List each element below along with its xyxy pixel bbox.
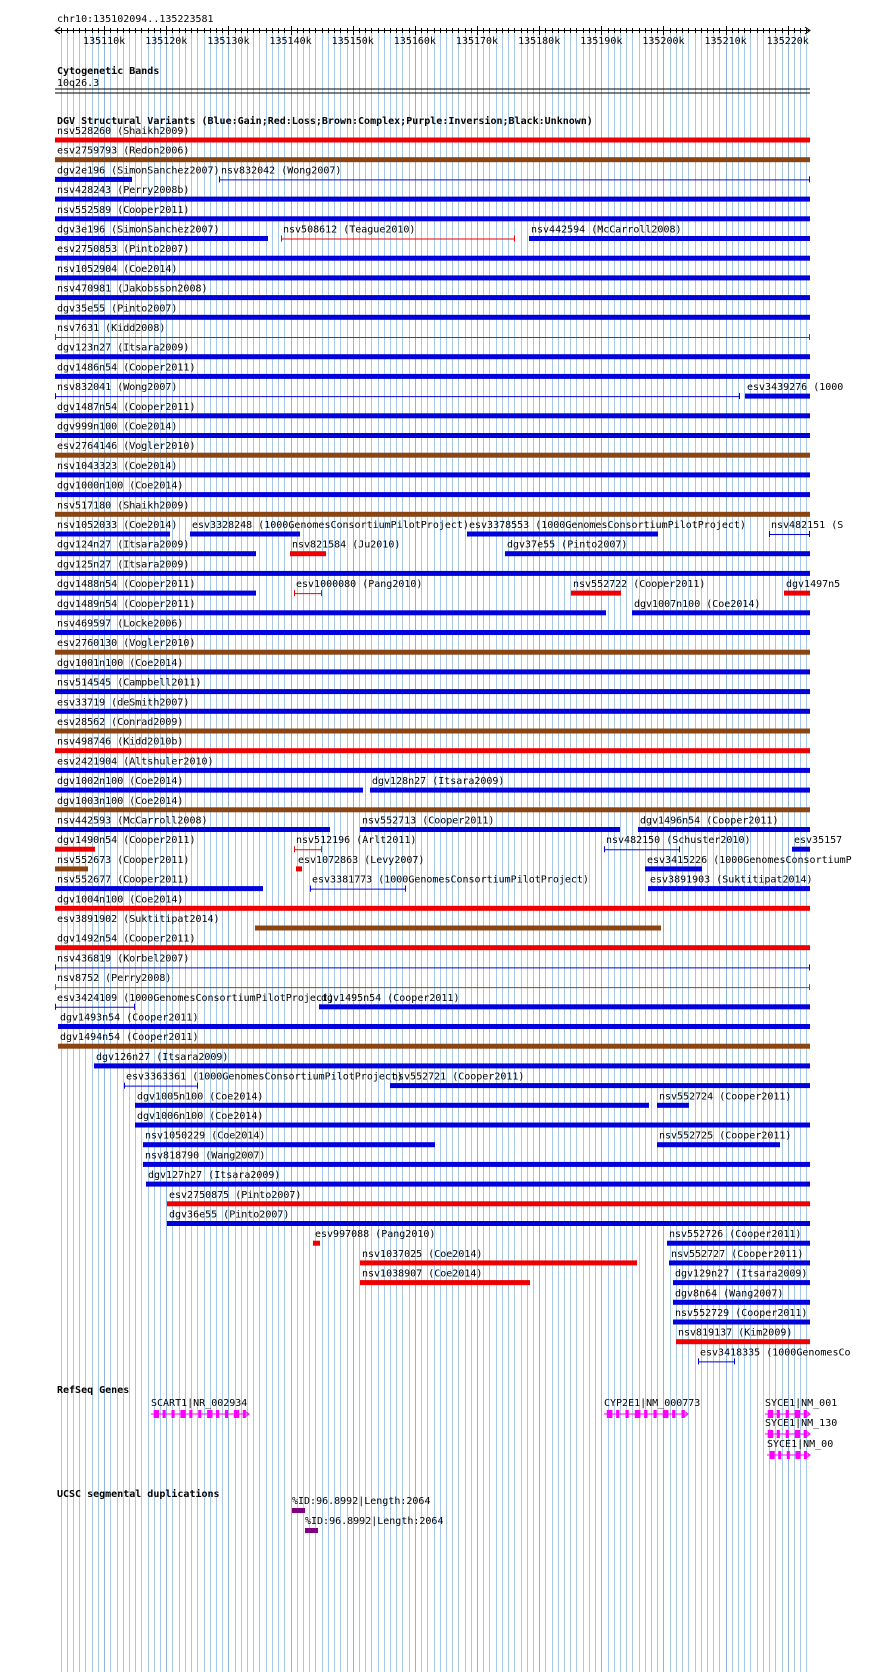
dgv-variant-label: esv3378553 (1000GenomesConsortiumPilotProject) <box>469 520 746 531</box>
dgv-variant-bar <box>55 748 810 753</box>
refseq-gene-exon <box>786 1410 789 1418</box>
dgv-variant-bar <box>55 472 810 477</box>
ruler-tick-label: 135200k <box>642 36 685 47</box>
dgv-variant-bar <box>632 610 810 615</box>
dgv-variant-bar <box>390 1083 810 1088</box>
dgv-variant-label: dgv1002n100 (Coe2014) <box>57 776 184 788</box>
dgv-variant-label: nsv1050229 (Coe2014) <box>145 1130 266 1142</box>
dgv-variant-label: nsv482150 (Schuster2010) <box>606 835 751 847</box>
dgv-variant-label: nsv436819 (Korbel2007) <box>57 953 190 965</box>
dgv-variant-label: dgv37e55 (Pinto2007) <box>507 539 628 551</box>
dgv-variant-label: dgv999n100 (Coe2014) <box>57 421 178 433</box>
dgv-variant-bar <box>792 847 810 852</box>
dgv-variant-label: dgv36e55 (Pinto2007) <box>169 1209 290 1221</box>
segdup-track <box>57 1488 443 1533</box>
dgv-variant-bar <box>55 847 95 852</box>
refseq-gene-exon <box>777 1410 780 1418</box>
dgv-variant-bar <box>784 591 810 596</box>
ruler-ticks <box>62 26 809 47</box>
dgv-variant-label: dgv1486n54 (Cooper2011) <box>57 362 196 374</box>
dgv-variant-label: esv3328248 (1000GenomesConsortiumPilotProject) <box>192 520 469 531</box>
dgv-variant-label: nsv428243 (Perry2008b) <box>57 185 190 197</box>
ruler-tick-label: 135110k <box>83 36 126 47</box>
dgv-variant-label: nsv552721 (Cooper2011) <box>392 1071 525 1083</box>
dgv-variant-label: esv2760130 (Vogler2010) <box>57 638 196 650</box>
dgv-variant-label: dgv123n27 (Itsara2009) <box>57 342 190 354</box>
refseq-gene-exon <box>672 1410 675 1418</box>
refseq-gene-exon <box>625 1410 628 1418</box>
dgv-variant-bar <box>94 1063 810 1068</box>
dgv-variant-bar <box>319 1004 810 1009</box>
dgv-variant-bar <box>55 768 810 773</box>
refseq-gene-exon <box>225 1410 228 1418</box>
dgv-variant-label: esv2764146 (Vogler2010) <box>57 441 196 453</box>
dgv-variant-bar <box>55 295 810 300</box>
dgv-variant-label: nsv1052033 (Coe2014) <box>57 520 178 531</box>
dgv-variant-bar <box>55 866 88 871</box>
refseq-gene-exon <box>207 1410 212 1418</box>
ruler-tick-label: 135120k <box>145 36 188 47</box>
dgv-variant-label: dgv1493n54 (Cooper2011) <box>60 1012 199 1024</box>
dgv-variant-bar <box>58 1024 810 1029</box>
dgv-variant-bar <box>55 256 810 261</box>
dgv-variant-bar <box>55 315 810 320</box>
dgv-variant-label: esv3424109 (1000GenomesConsortiumPilotProject) <box>57 992 334 1004</box>
refseq-track <box>57 1385 837 1459</box>
refseq-gene-exon <box>171 1410 174 1418</box>
dgv-variant-bar <box>167 1201 810 1206</box>
dgv-variant-bar <box>55 413 810 418</box>
refseq-gene-exon <box>653 1410 656 1418</box>
ruler-track <box>55 14 810 47</box>
cytoband-track-title: Cytogenetic Bands <box>57 66 160 77</box>
dgv-variant-label: dgv35e55 (Pinto2007) <box>57 303 178 315</box>
dgv-variant-label: nsv1043323 (Coe2014) <box>57 460 178 472</box>
dgv-variant-label: nsv552722 (Cooper2011) <box>573 579 706 591</box>
dgv-variant-label: dgv1496n54 (Cooper2011) <box>640 815 779 827</box>
dgv-variant-label: nsv819137 (Kim2009) <box>678 1327 793 1339</box>
refseq-gene-exon <box>787 1451 790 1459</box>
dgv-variant-label: esv2750875 (Pinto2007) <box>169 1189 302 1201</box>
dgv-variant-bar <box>296 866 302 871</box>
dgv-variant-bar <box>55 807 810 812</box>
dgv-variant-label: nsv7631 (Kidd2008) <box>57 323 166 334</box>
dgv-variant-label: dgv124n27 (Itsara2009) <box>57 539 190 551</box>
dgv-variant-label: nsv832041 (Wong2007) <box>57 382 178 394</box>
dgv-variant-label: esv28562 (Conrad2009) <box>57 717 184 728</box>
dgv-variant-bar <box>55 729 810 734</box>
dgv-variant-label: nsv1037025 (Coe2014) <box>362 1248 483 1260</box>
dgv-variant-label: nsv818790 (Wang2007) <box>145 1150 266 1162</box>
refseq-gene-exon <box>770 1451 775 1459</box>
dgv-variant-label: esv3363361 (1000GenomesConsortiumPilotProject) <box>126 1071 403 1083</box>
dgv-variant-bar <box>55 709 810 714</box>
dgv-variant-label: nsv498746 (Kidd2010b) <box>57 736 184 748</box>
dgv-variant-bar <box>657 1142 780 1147</box>
dgv-variant-label: nsv552677 (Cooper2011) <box>57 874 190 886</box>
dgv-variant-label: nsv552725 (Cooper2011) <box>659 1130 792 1142</box>
dgv-variant-label: nsv442593 (McCarroll2008) <box>57 815 208 827</box>
dgv-track-title: DGV Structural Variants (Blue:Gain;Red:Loss;Brown:Complex;Purple:Inversion;Black:Unknown) <box>57 116 593 127</box>
refseq-gene-label: SYCE1|NM_001 <box>765 1398 838 1409</box>
dgv-variant-bar <box>313 1241 320 1246</box>
dgv-variant-bar <box>55 610 606 615</box>
dgv-variant-bar <box>143 1162 810 1167</box>
dgv-variant-label: esv3891903 (Suktitipat2014) <box>650 874 813 886</box>
dgv-variant-label: dgv127n27 (Itsara2009) <box>148 1170 281 1182</box>
dgv-variant-label: esv3891902 (Suktitipat2014) <box>57 914 220 925</box>
dgv-variant-bar <box>55 551 256 556</box>
refseq-gene-label: SCART1|NR_002934 <box>151 1398 248 1409</box>
dgv-variant-bar <box>638 827 810 832</box>
dgv-variant-label: esv3418335 (1000GenomesCo <box>700 1347 851 1359</box>
dgv-variant-bar <box>673 1320 810 1325</box>
dgv-variant-bar <box>55 886 263 891</box>
dgv-variant-bar <box>190 532 300 537</box>
dgv-variant-bar <box>55 138 810 143</box>
dgv-variant-bar <box>657 1103 689 1108</box>
dgv-variant-bar <box>55 374 810 379</box>
segdup-bar <box>305 1528 318 1533</box>
dgv-variant-bar <box>55 630 810 635</box>
dgv-variant-bar <box>55 216 810 221</box>
dgv-variant-label: nsv8752 (Perry2008) <box>57 973 172 985</box>
dgv-variant-label: esv3415226 (1000GenomesConsortiumP <box>647 854 852 866</box>
ruler-tick-label: 135220k <box>766 36 809 47</box>
dgv-variant-label: dgv1490n54 (Cooper2011) <box>57 835 196 847</box>
dgv-variant-bar <box>55 827 330 832</box>
refseq-gene-exon <box>198 1410 201 1418</box>
refseq-gene-exon <box>644 1410 647 1418</box>
dgv-variant-label: dgv1488n54 (Cooper2011) <box>57 579 196 591</box>
dgv-variant-bar <box>529 236 810 241</box>
ruler-tick-label: 135160k <box>393 36 436 47</box>
dgv-variant-bar <box>55 571 810 576</box>
refseq-gene-exon <box>778 1451 781 1459</box>
dgv-variant-label: nsv528260 (Shaikh2009) <box>57 126 190 137</box>
dgv-variant-label: dgv2e196 (SimonSanchez2007) <box>57 165 220 177</box>
dgv-variant-bar <box>143 1142 435 1147</box>
dgv-variant-label: dgv128n27 (Itsara2009) <box>372 776 505 788</box>
dgv-variant-label: esv3381773 (1000GenomesConsortiumPilotProject) <box>312 874 589 886</box>
dgv-variant-label: dgv1497n5 <box>786 579 841 591</box>
dgv-variant-label: nsv552713 (Cooper2011) <box>362 815 495 827</box>
dgv-variant-bar <box>648 886 810 891</box>
dgv-variant-label: esv33719 (deSmith2007) <box>57 697 190 709</box>
dgv-variant-label: dgv1007n100 (Coe2014) <box>634 598 761 610</box>
dgv-variant-bar <box>58 1044 810 1049</box>
dgv-variant-bar <box>667 1241 810 1246</box>
dgv-variant-bar <box>55 591 256 596</box>
dgv-variant-bar <box>55 788 363 793</box>
refseq-gene-exon <box>216 1410 219 1418</box>
dgv-variant-label: nsv1052904 (Coe2014) <box>57 263 178 275</box>
refseq-gene-exon <box>234 1410 239 1418</box>
dgv-variant-label: dgv1006n100 (Coe2014) <box>137 1111 264 1122</box>
ruler-axis[interactable] <box>55 27 810 34</box>
dgv-variant-bar <box>360 1280 530 1285</box>
dgv-variant-label: nsv552724 (Cooper2011) <box>659 1091 792 1103</box>
dgv-variant-label: dgv1495n54 (Cooper2011) <box>321 992 460 1004</box>
cytoband-label: 10q26.3 <box>57 78 100 89</box>
dgv-variant-label: dgv1489n54 (Cooper2011) <box>57 598 196 610</box>
refseq-gene-exon <box>768 1410 773 1418</box>
ruler-tick-label: 135190k <box>580 36 623 47</box>
dgv-variant-label: nsv552726 (Cooper2011) <box>669 1229 802 1241</box>
refseq-gene-label: SYCE1|NM_130 <box>765 1418 838 1429</box>
dgv-variant-bar <box>55 689 810 694</box>
dgv-variant-label: dgv3e196 (SimonSanchez2007) <box>57 224 220 236</box>
segdup-label: %ID:96.8992|Length:2064 <box>305 1516 444 1527</box>
dgv-variant-label: dgv1000n100 (Coe2014) <box>57 480 184 492</box>
dgv-variant-label: esv3439276 (1000 <box>747 382 844 394</box>
dgv-variant-label: nsv512196 (Arlt2011) <box>296 835 417 847</box>
dgv-variant-bar <box>135 1103 649 1108</box>
dgv-variant-bar <box>55 532 170 537</box>
dgv-variant-label: nsv552729 (Cooper2011) <box>675 1308 808 1319</box>
dgv-variant-label: nsv514545 (Campbell2011) <box>57 677 202 689</box>
dgv-variant-label: nsv552589 (Cooper2011) <box>57 204 190 216</box>
dgv-variant-bar <box>55 275 810 280</box>
dgv-variant-bar <box>467 532 658 537</box>
refseq-gene-exon <box>180 1410 185 1418</box>
dgv-variant-label: nsv1038907 (Coe2014) <box>362 1268 483 1280</box>
dgv-variant-label: dgv1003n100 (Coe2014) <box>57 795 184 807</box>
dgv-variant-bar <box>745 394 810 399</box>
dgv-variant-label: nsv832042 (Wong2007) <box>221 165 342 177</box>
refseq-gene-exon <box>635 1410 641 1418</box>
dgv-variant-bar <box>55 354 810 359</box>
refseq-gene-label: SYCE1|NM_00 <box>767 1439 834 1450</box>
segdup-bar <box>292 1508 305 1513</box>
dgv-variant-bar <box>673 1280 810 1285</box>
dgv-variant-bar <box>505 551 810 556</box>
ruler-tick-label: 135130k <box>207 36 250 47</box>
dgv-variant-label: nsv469597 (Locke2006) <box>57 618 184 630</box>
dgv-variant-bar <box>55 512 810 517</box>
dgv-variant-label: dgv1492n54 (Cooper2011) <box>57 933 196 945</box>
dgv-variant-label: nsv821584 (Ju2010) <box>292 539 401 551</box>
dgv-variant-label: nsv552727 (Cooper2011) <box>671 1248 804 1260</box>
dgv-variant-label: esv2421904 (Altshuler2010) <box>57 756 214 768</box>
dgv-variant-bar <box>669 1260 810 1265</box>
dgv-variant-bar <box>55 492 810 497</box>
dgv-variant-label: dgv1004n100 (Coe2014) <box>57 894 184 906</box>
dgv-variant-label: dgv126n27 (Itsara2009) <box>96 1051 229 1063</box>
dgv-variant-label: nsv517180 (Shaikh2009) <box>57 500 190 512</box>
region-label: chr10:135102094..135223581 <box>57 14 214 25</box>
ruler-tick-label: 135150k <box>331 36 374 47</box>
refseq-gene-exon <box>795 1451 800 1459</box>
dgv-variant-label: esv1072863 (Levy2007) <box>298 854 425 866</box>
dgv-variant-bar <box>255 926 661 931</box>
dgv-variant-bar <box>55 157 810 162</box>
dgv-variant-label: nsv552673 (Cooper2011) <box>57 854 190 866</box>
dgv-variant-bar <box>290 551 326 556</box>
segdup-features <box>292 1496 443 1533</box>
ruler-tick-label: 135180k <box>518 36 561 47</box>
dgv-variant-bar <box>55 650 810 655</box>
refseq-gene-exon <box>607 1410 613 1418</box>
dgv-variant-label: nsv442594 (McCarroll2008) <box>531 224 682 236</box>
dgv-variant-bar <box>55 453 810 458</box>
dgv-variant-bar <box>55 433 810 438</box>
ruler-tick-label: 135210k <box>704 36 747 47</box>
dgv-variant-bar <box>571 591 621 596</box>
dgv-variant-bar <box>645 866 702 871</box>
refseq-gene-exon <box>154 1410 159 1418</box>
dgv-variant-label: esv35157 <box>794 835 843 847</box>
dgv-variant-label: dgv129n27 (Itsara2009) <box>675 1268 808 1280</box>
refseq-gene-exon <box>786 1430 789 1438</box>
refseq-gene-exon <box>189 1410 192 1418</box>
dgv-variant-bar <box>676 1339 810 1344</box>
refseq-gene-label: CYP2E1|NM_000773 <box>604 1398 701 1409</box>
dgv-variant-label: dgv1005n100 (Coe2014) <box>137 1091 264 1103</box>
dgv-variant-bar <box>135 1123 810 1128</box>
dgv-variant-bar <box>360 1260 637 1265</box>
dgv-variant-label: dgv1487n54 (Cooper2011) <box>57 401 196 413</box>
segdup-track-title: UCSC segmental duplications <box>57 1489 220 1500</box>
dgv-variant-bar <box>55 906 810 911</box>
dgv-variant-label: nsv508612 (Teague2010) <box>283 224 416 236</box>
dgv-variant-label: esv2750853 (Pinto2007) <box>57 244 190 256</box>
dgv-variant-label: dgv1001n100 (Coe2014) <box>57 657 184 669</box>
dgv-variant-label: esv1000080 (Pang2010) <box>296 579 423 591</box>
refseq-gene-exon <box>768 1430 773 1438</box>
dgv-variant-label: esv997088 (Pang2010) <box>315 1229 436 1241</box>
dgv-variant-bar <box>55 669 810 674</box>
refseq-gene-exon <box>663 1410 669 1418</box>
refseq-gene-exon <box>163 1410 166 1418</box>
dgv-variant-label: dgv1494n54 (Cooper2011) <box>60 1032 199 1044</box>
dgv-variant-label: esv2759793 (Redon2006) <box>57 145 190 157</box>
dgv-variant-bar <box>673 1300 810 1305</box>
dgv-variant-label: dgv125n27 (Itsara2009) <box>57 559 190 571</box>
dgv-variant-bar <box>370 788 810 793</box>
refseq-track-title: RefSeq Genes <box>57 1385 130 1396</box>
ruler-tick-label: 135170k <box>455 36 499 47</box>
cytoband-track <box>55 65 810 93</box>
dgv-variant-bar <box>146 1182 810 1187</box>
dgv-variant-bar <box>55 197 810 202</box>
dgv-variant-bar <box>55 177 132 182</box>
refseq-gene-exon <box>795 1430 800 1438</box>
ruler-tick-label: 135140k <box>269 36 312 47</box>
segdup-label: %ID:96.8992|Length:2064 <box>292 1496 431 1507</box>
refseq-gene-exon <box>777 1430 780 1438</box>
refseq-gene-exon <box>795 1410 800 1418</box>
refseq-gene-exon <box>616 1410 619 1418</box>
dgv-variant-label: nsv470981 (Jakobsson2008) <box>57 283 208 295</box>
dgv-variant-bar <box>167 1221 810 1226</box>
dgv-variant-label: nsv482151 (S <box>771 520 844 531</box>
dgv-variant-bar <box>55 945 810 950</box>
dgv-variant-bar <box>360 827 620 832</box>
dgv-variant-bar <box>55 236 268 241</box>
dgv-variant-label: dgv8n64 (Wang2007) <box>675 1288 784 1300</box>
